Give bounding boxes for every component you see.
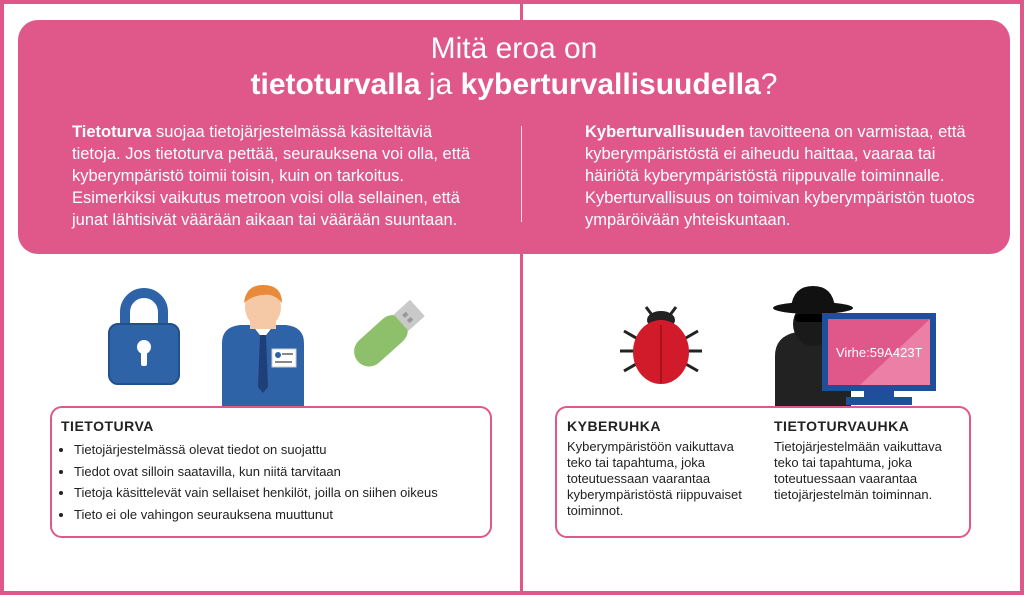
title-join: ja [420,68,461,101]
title-end: ? [760,68,778,101]
bug-icon [618,305,704,387]
tietoturva-card [50,406,492,538]
kyberuhka-title: KYBERUHKA [567,418,661,434]
list-item: • Tietoja käsittelevät vain sellaiset henkilöt, joilla on siihen oikeus [74,482,438,504]
padlock-icon [103,284,185,386]
employee-icon [222,283,304,407]
list-item: • Tiedot ovat silloin saatavilla, kun niitä tarvitaan [74,461,438,483]
kyberuhka-text: Kyberympäristöön vaikuttava teko tai tapahtuma, joka toteutuessaan vaarantaa kyberympäristöstä riippuvaiset toiminnot. [567,439,742,518]
title-term2: kyberturvallisuudella [460,68,761,101]
list-item: • Tietojärjestelmässä olevat tiedot on suojattu [74,439,438,461]
tietoturvauhka-text: Tietojärjestelmään vaikuttava teko tai tapahtuma, joka toteutuessaan vaarantaa tietojärjestelmän toiminnan. [774,439,942,502]
title-term1: tietoturvalla [250,68,421,101]
right-intro-text: tavoitteena on varmistaa, että kyberympäristöstä ei aiheudu haittaa, vaaraa tai häiriötä kyberympäristöstä riippuvalle toiminnalle. Kyberturvallisuus on toimivan kyberympäristön tuotos ympäröivään yhteiskuntaan. [585,123,975,229]
left-intro-term: Tietoturva [72,123,152,141]
threats-card [555,406,971,538]
left-intro [72,121,472,231]
tietoturva-card-title: TIETOTURVA [61,418,154,434]
monitor-error-text: Virhe:59A423T [836,345,923,360]
intro-divider [521,126,522,222]
tietoturva-list [62,439,438,525]
tietoturvauhka-title: TIETOTURVAUHKA [774,418,910,434]
left-intro-text: suojaa tietojärjestelmässä käsiteltäviä tietoja. Jos tietoturva pettää, seurauksena voi olla, että kyberympäristö toimii toisin, kuin on tarkoitus. Esimerkiksi vaikutus metroon voisi olla sellainen, että junat lähtisivät väärään aikaan tai väärään suuntaan. [72,123,471,229]
right-intro [585,121,977,231]
title-line2 [18,68,1010,102]
list-item: • Tieto ei ole vahingon seurauksena muuttunut [74,504,438,526]
title-line1: Mitä eroa on [430,32,598,65]
usb-stick-icon [341,290,433,378]
header-banner [18,20,1010,254]
right-intro-term: Kyberturvallisuuden [585,123,745,141]
